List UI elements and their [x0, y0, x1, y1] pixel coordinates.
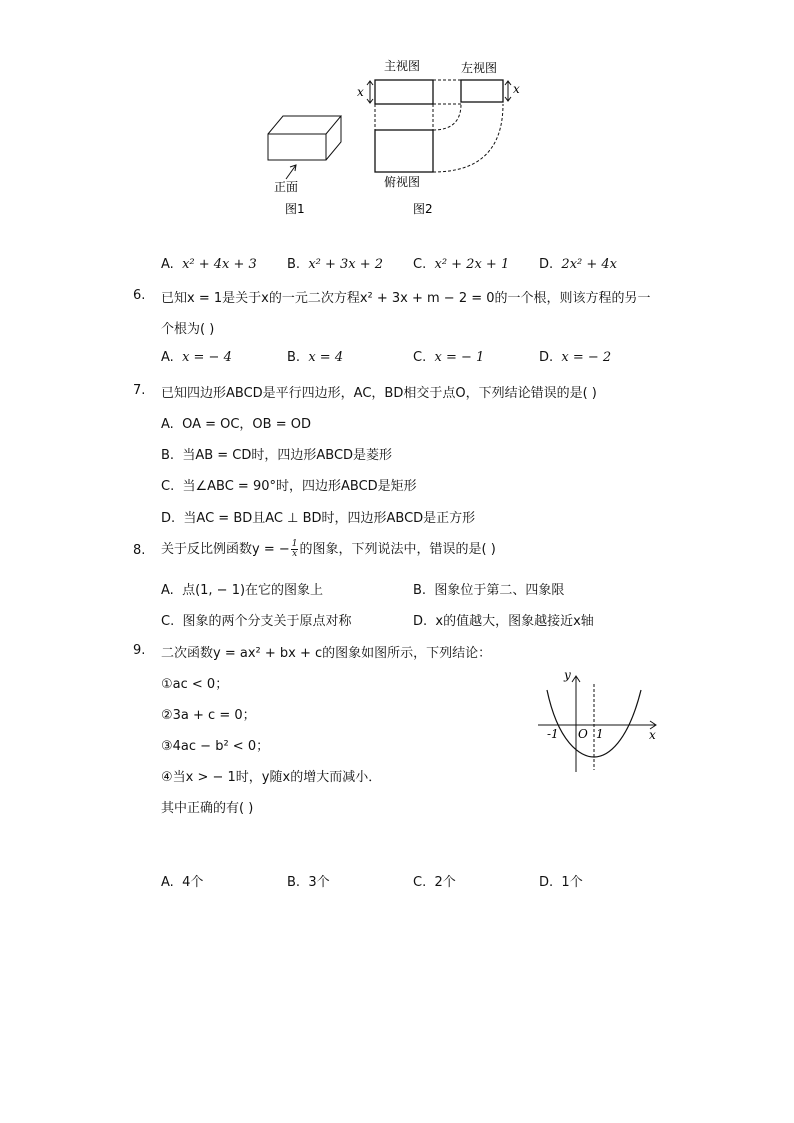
q9-statement-4: ④当x > − 1时，y随x的增大而减小． — [161, 770, 382, 785]
graph-origin-label: O — [578, 727, 588, 741]
q7-option-b[interactable]: B. 当AB = CD时，四边形ABCD是菱形 — [161, 448, 393, 463]
graph-one-label: 1 — [596, 727, 604, 741]
fig2-caption: 图2 — [413, 202, 433, 216]
q9-ask: 其中正确的有( ) — [161, 801, 254, 816]
q9-stem: 二次函数y = ax² + bx + c的图象如图所示，下列结论： — [161, 646, 492, 661]
q6-number: 6. — [133, 288, 146, 303]
q9-option-b[interactable]: B. 3个 — [287, 875, 330, 890]
q8-option-b[interactable]: B. 图象位于第二、四象限 — [413, 583, 565, 598]
q9-option-d[interactable]: D. 1个 — [539, 875, 583, 890]
q8-stem: 关于反比例函数y = − $\frac{1}{x}$ 的图象，下列说法中，错误的是( ) — [161, 539, 496, 559]
top-view-rect — [375, 130, 433, 172]
q7-stem: 已知四边形ABCD是平行四边形，AC，BD相交于点O，下列结论错误的是( ) — [161, 386, 597, 401]
front-arrow — [286, 165, 296, 179]
left-view-rect — [461, 80, 503, 102]
q8-option-c[interactable]: C. 图象的两个分支关于原点对称 — [161, 614, 352, 629]
q6-stem-line2: 个根为( ) — [161, 322, 215, 337]
q5-option-d[interactable]: D. 2x² + 4x — [539, 257, 617, 272]
top-view-label: 俯视图 — [384, 175, 421, 189]
q9-option-a[interactable]: A. 4个 — [161, 875, 204, 890]
q8-number: 8. — [133, 543, 146, 558]
front-view-x-label: x — [357, 85, 364, 99]
q5-option-c-text: x² + 2x + 1 — [434, 257, 510, 272]
left-height-arrow — [505, 81, 511, 101]
cuboid-figure1 — [268, 116, 341, 160]
q5-option-a[interactable]: A. x² + 4x + 3 — [161, 257, 257, 272]
front-face-label: 正面 — [274, 180, 299, 194]
left-view-label: 左视图 — [461, 61, 498, 75]
front-view-label: 主视图 — [384, 59, 421, 73]
q9-option-c[interactable]: C. 2个 — [413, 875, 456, 890]
projection-lines — [375, 80, 503, 172]
q9-statement-2: ②3a + c = 0； — [161, 708, 256, 723]
q8-fraction: $\frac{1}{x}$ — [291, 539, 298, 559]
q6-option-c[interactable]: C. x = − 1 — [413, 350, 485, 365]
q5-option-d-text: 2x² + 4x — [561, 257, 617, 272]
q9-parabola-graph — [530, 662, 665, 777]
graph-x-label: x — [649, 728, 656, 742]
q9-statement-3: ③4ac − b² < 0； — [161, 739, 270, 754]
front-height-arrow — [367, 81, 373, 103]
front-view-rect — [375, 80, 433, 104]
graph-y-label: y — [564, 668, 571, 682]
q5-option-a-text: x² + 4x + 3 — [182, 257, 257, 272]
q7-option-c[interactable]: C. 当∠ABC = 90°时，四边形ABCD是矩形 — [161, 479, 417, 494]
q8-option-a[interactable]: A. 点(1, − 1)在它的图象上 — [161, 583, 324, 598]
q8-option-d[interactable]: D. x的值越大，图象越接近x轴 — [413, 614, 594, 629]
q7-option-d[interactable]: D. 当AC = BD且AC ⊥ BD时，四边形ABCD是正方形 — [161, 511, 476, 526]
q6-option-a[interactable]: A. x = − 4 — [161, 350, 232, 365]
q5-option-c[interactable]: C. x² + 2x + 1 — [413, 257, 510, 272]
q6-option-d[interactable]: D. x = − 2 — [539, 350, 612, 365]
q5-option-b[interactable]: B. x² + 3x + 2 — [287, 257, 384, 272]
q9-statement-1: ①ac < 0； — [161, 677, 229, 692]
q6-option-b[interactable]: B. x = 4 — [287, 350, 344, 365]
q7-option-a[interactable]: A. OA = OC，OB = OD — [161, 417, 311, 432]
graph-neg-one-label: -1 — [547, 727, 559, 741]
left-view-x-label: x — [513, 82, 520, 96]
q9-number: 9. — [133, 643, 146, 658]
three-views-figure — [250, 55, 540, 225]
q6-stem-line1: 已知x = 1是关于x的一元二次方程x² + 3x + m − 2 = 0的一个根，则该方程的另一 — [161, 291, 651, 306]
fig1-caption: 图1 — [285, 202, 305, 216]
q5-option-b-text: x² + 3x + 2 — [308, 257, 384, 272]
q7-number: 7. — [133, 383, 146, 398]
